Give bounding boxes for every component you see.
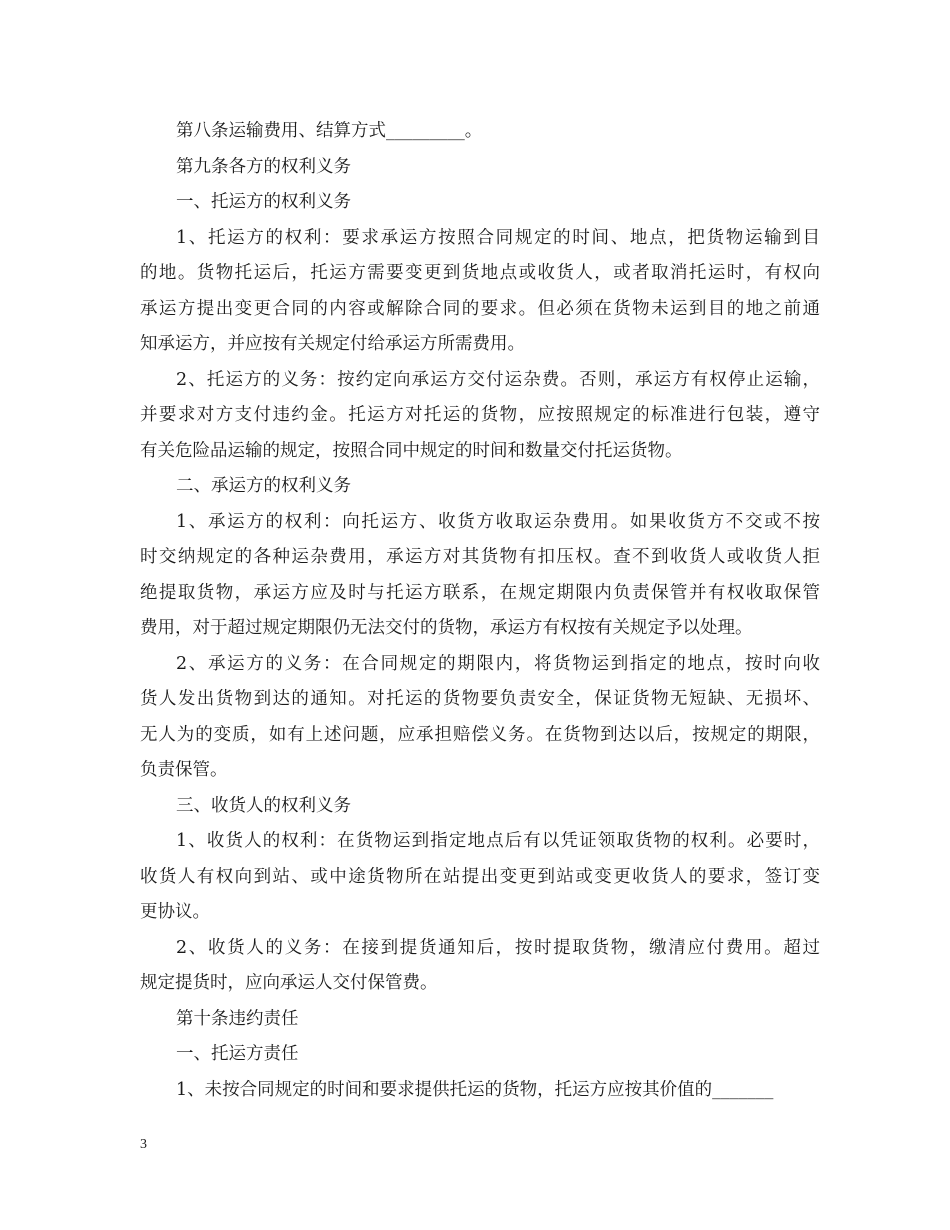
paragraph-line: 1、收货人的权利：在货物运到指定地点后有以凭证领取货物的权利。必要时， bbox=[176, 831, 820, 851]
page-number: 3 bbox=[140, 1137, 147, 1152]
paragraph-line: 货人发出货物到达的通知。对托运的货物要负责安全，保证货物无短缺、无损坏、 bbox=[140, 689, 820, 709]
paragraph-line: 1、托运方的权利：要求承运方按照合同规定的时间、地点，把货物运输到目 bbox=[176, 228, 820, 248]
paragraph-line: 无人为的变质，如有上述问题，应承担赔偿义务。在货物到达以后，按规定的期限， bbox=[140, 725, 820, 745]
paragraph-line: 负责保管。 bbox=[140, 760, 228, 780]
article-8-heading: 第八条运输费用、结算方式_________。 bbox=[176, 121, 483, 141]
section-heading-shipper: 一、托运方的权利义务 bbox=[176, 192, 351, 212]
paragraph-line: 1、未按合同规定的时间和要求提供托运的货物，托运方应按其价值的_______ bbox=[176, 1080, 774, 1100]
paragraph-line: 1、承运方的权利：向托运方、收货方收取运杂费用。如果收货方不交或不按 bbox=[176, 512, 820, 532]
article-9-heading: 第九条各方的权利义务 bbox=[176, 157, 351, 177]
paragraph-line: 承运方提出变更合同的内容或解除合同的要求。但必须在货物未运到目的地之前通 bbox=[140, 299, 820, 319]
paragraph-line: 时交纳规定的各种运杂费用，承运方对其货物有扣压权。查不到收货人或收货人拒 bbox=[140, 547, 820, 567]
paragraph-line: 2、托运方的义务：按约定向承运方交付运杂费。否则，承运方有权停止运输， bbox=[176, 370, 820, 390]
paragraph-line: 并要求对方支付违约金。托运方对托运的货物，应按照规定的标准进行包装，遵守 bbox=[140, 405, 820, 425]
paragraph-line: 2、收货人的义务：在接到提货通知后，按时提取货物，缴清应付费用。超过 bbox=[176, 938, 820, 958]
paragraph-line: 有关危险品运输的规定，按照合同中规定的时间和数量交付托运货物。 bbox=[140, 441, 683, 461]
paragraph-line: 的地。货物托运后，托运方需要变更到货地点或收货人，或者取消托运时，有权向 bbox=[140, 263, 820, 283]
paragraph-line: 收货人有权向到站、或中途货物所在站提出变更到站或变更收货人的要求，签订变 bbox=[140, 867, 820, 887]
paragraph-line: 更协议。 bbox=[140, 902, 210, 922]
paragraph-line: 知承运方，并应按有关规定付给承运方所需费用。 bbox=[140, 334, 525, 354]
section-heading-carrier: 二、承运方的权利义务 bbox=[176, 476, 351, 496]
section-heading-consignee: 三、收货人的权利义务 bbox=[176, 796, 351, 816]
paragraph-line: 绝提取货物，承运方应及时与托运方联系，在规定期限内负责保管并有权收取保管 bbox=[140, 583, 820, 603]
section-heading-shipper-liability: 一、托运方责任 bbox=[176, 1044, 299, 1064]
article-10-heading: 第十条违约责任 bbox=[176, 1009, 299, 1029]
paragraph-line: 规定提货时，应向承运人交付保管费。 bbox=[140, 973, 438, 993]
paragraph-line: 费用，对于超过规定期限仍无法交付的货物，承运方有权按有关规定予以处理。 bbox=[140, 618, 753, 638]
paragraph-line: 2、承运方的义务：在合同规定的期限内，将货物运到指定的地点，按时向收 bbox=[176, 654, 820, 674]
